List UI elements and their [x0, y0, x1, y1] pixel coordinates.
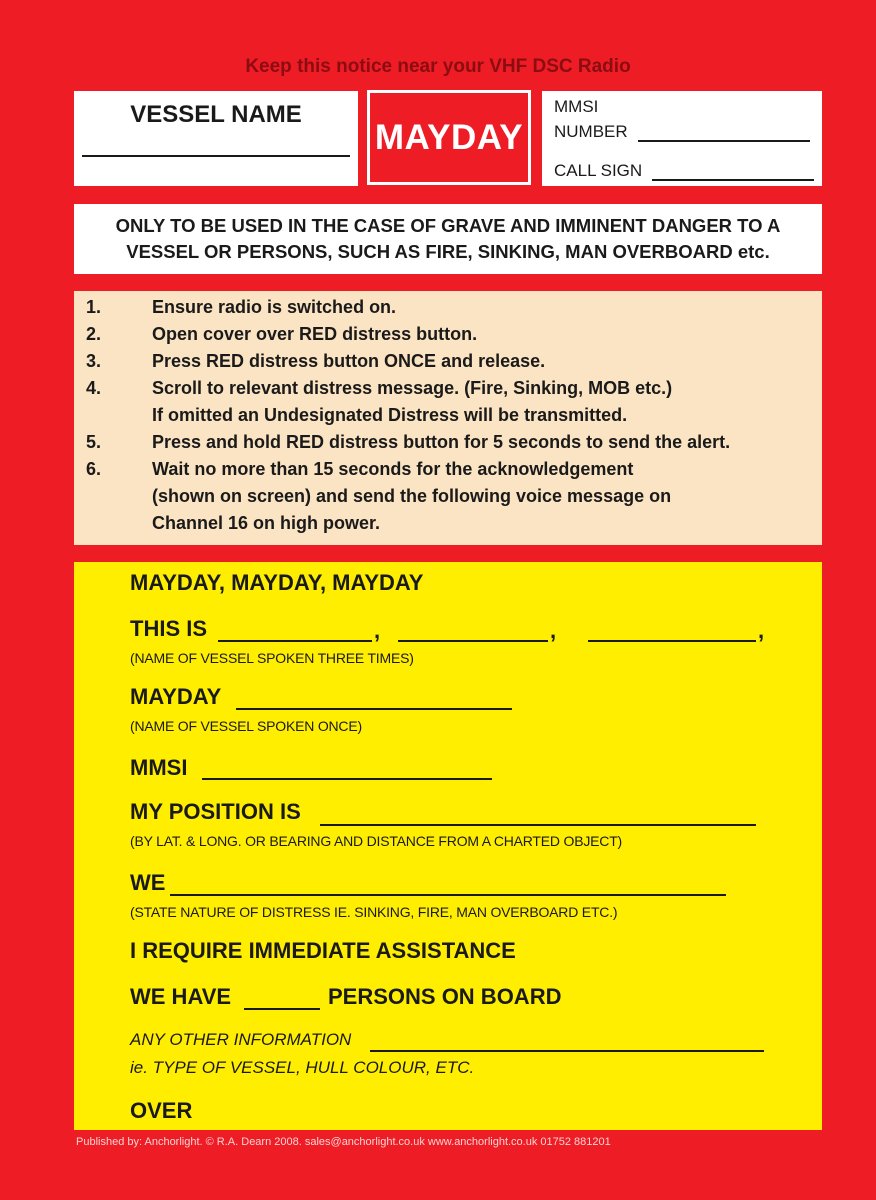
mmsi-label: MMSI: [554, 97, 599, 116]
step-number: 2.: [86, 324, 102, 344]
step-text: Wait no more than 15 seconds for the acknowledgement: [152, 459, 634, 479]
mayday-badge: MAYDAY: [367, 90, 531, 185]
this-is-note: (NAME OF VESSEL SPOKEN THREE TIMES): [130, 650, 414, 666]
mayday-triple: MAYDAY, MAYDAY, MAYDAY: [130, 570, 424, 595]
mayday-label: MAYDAY: [130, 684, 222, 709]
mayday-note: (NAME OF VESSEL SPOKEN ONCE): [130, 718, 362, 734]
other-info-line[interactable]: [370, 1050, 764, 1052]
step-number: 3.: [86, 351, 102, 371]
step-text: Scroll to relevant distress message. (Fire, Sinking, MOB etc.): [152, 378, 673, 398]
step-number: 6.: [86, 459, 102, 479]
step-text: (shown on screen) and send the following voice message on: [152, 486, 672, 506]
instruction-steps: [74, 291, 822, 545]
persons-count-line[interactable]: [244, 1008, 320, 1010]
vessel-name-line-3[interactable]: [588, 640, 756, 642]
warning-line-2: VESSEL OR PERSONS, SUCH AS FIRE, SINKING, MAN OVERBOARD etc.: [126, 241, 770, 262]
vessel-name-line-2[interactable]: [398, 640, 548, 642]
position-note: (BY LAT. & LONG. OR BEARING AND DISTANCE FROM A CHARTED OBJECT): [130, 833, 623, 849]
number-label: NUMBER: [554, 122, 628, 141]
step-text: Channel 16 on high power.: [152, 513, 381, 533]
warning-box: [74, 204, 822, 274]
keep-notice-heading: Keep this notice near your VHF DSC Radio: [245, 56, 631, 77]
vessel-name-line-1[interactable]: [218, 640, 372, 642]
call-sign-label: CALL SIGN: [554, 161, 643, 180]
we-have-label: WE HAVE: [130, 984, 232, 1009]
comma: ,: [758, 618, 765, 643]
distress-nature-line[interactable]: [170, 894, 726, 896]
warning-line-1: ONLY TO BE USED IN THE CASE OF GRAVE AND IMMINENT DANGER TO A: [115, 215, 781, 236]
step-text: Ensure radio is switched on.: [152, 297, 397, 317]
mmsi-number-line[interactable]: [638, 140, 810, 142]
comma: ,: [374, 618, 381, 643]
vessel-name-label: VESSEL NAME: [130, 101, 302, 128]
comma: ,: [550, 618, 557, 643]
step-number: 1.: [86, 297, 102, 317]
this-is-label: THIS IS: [130, 616, 208, 641]
mmsi-box: [542, 91, 822, 186]
voice-message-script: [74, 562, 822, 1130]
step-text: Open cover over RED distress button.: [152, 324, 478, 344]
persons-on-board-label: PERSONS ON BOARD: [328, 984, 562, 1009]
publisher-footer: Published by: Anchorlight. © R.A. Dearn 2008. sales@anchorlight.co.uk www.anchorlight.co.uk 01752 881201: [76, 1136, 611, 1148]
vessel-name-line[interactable]: [82, 155, 350, 157]
step-text: If omitted an Undesignated Distress will be transmitted.: [152, 405, 628, 425]
mmsi-voice-label: MMSI: [130, 755, 188, 780]
step-number: 5.: [86, 432, 102, 452]
call-sign-line[interactable]: [652, 179, 814, 181]
vessel-name-box: [74, 91, 358, 186]
we-note: (STATE NATURE OF DISTRESS IE. SINKING, FIRE, MAN OVERBOARD ETC.): [130, 904, 618, 920]
step-text: Press and hold RED distress button for 5 seconds to send the alert.: [152, 432, 731, 452]
step-number: 4.: [86, 378, 102, 398]
mmsi-voice-line[interactable]: [202, 778, 492, 780]
other-info-note: ie. TYPE OF VESSEL, HULL COLOUR, ETC.: [130, 1058, 475, 1077]
other-info-label: ANY OTHER INFORMATION: [130, 1030, 352, 1049]
step-text: Press RED distress button ONCE and release.: [152, 351, 546, 371]
we-label: WE: [130, 870, 166, 895]
mayday-vessel-line[interactable]: [236, 708, 512, 710]
position-line[interactable]: [320, 824, 756, 826]
over-label: OVER: [130, 1098, 193, 1123]
position-label: MY POSITION IS: [130, 799, 301, 824]
assistance-line: I REQUIRE IMMEDIATE ASSISTANCE: [130, 938, 516, 963]
